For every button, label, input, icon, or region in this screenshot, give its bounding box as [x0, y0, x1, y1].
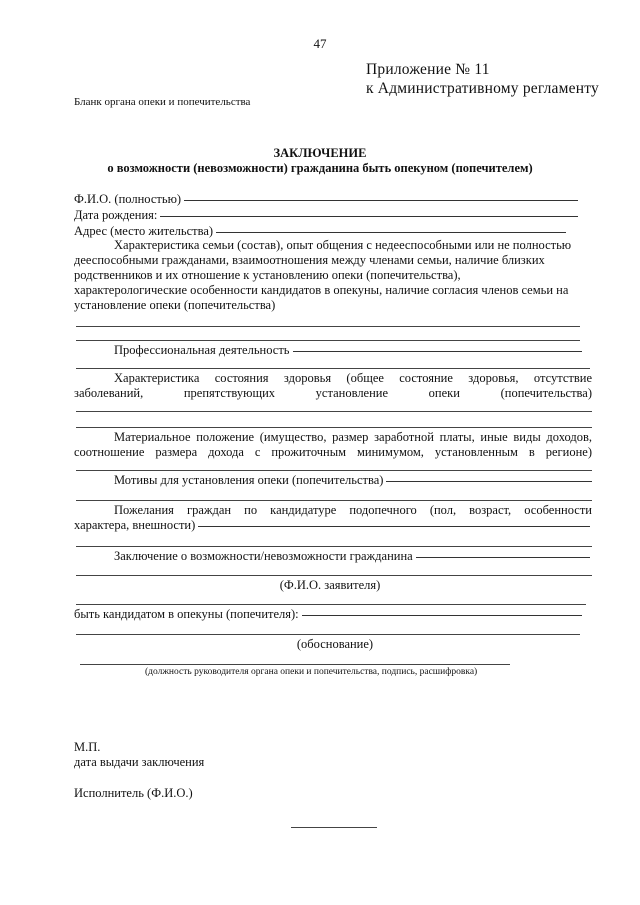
justification-line[interactable]: [76, 634, 580, 635]
family-blank-line-1[interactable]: [76, 326, 580, 327]
applicant-caption: (Ф.И.О. заявителя): [279, 578, 381, 592]
motives-blank-line[interactable]: [76, 500, 592, 501]
health-line-1: Характеристика состояния здоровья (общее состояние здоровья, отсутствие: [114, 371, 592, 385]
head-signature-line[interactable]: [80, 664, 510, 665]
health-blank-line-2[interactable]: [76, 427, 592, 428]
candidate-line[interactable]: [302, 614, 582, 616]
professional-label: Профессиональная деятельность: [114, 343, 290, 357]
document-title: [0, 146, 640, 176]
motives-label: Мотивы для установления опеки (попечительства): [114, 473, 384, 487]
conclusion-line[interactable]: [416, 556, 590, 558]
motives-line[interactable]: [386, 480, 592, 482]
motives-row: [114, 473, 592, 488]
family-line-2: дееспособными гражданами, взаимоотношения между членами семьи, наличие близких: [74, 253, 545, 267]
title-heading: ЗАКЛЮЧЕНИЕ: [273, 146, 367, 160]
family-line-5: установление опеки (попечительства): [74, 298, 276, 312]
health-line-2: заболеваний, препятствующих установление опеки (попечительства): [74, 386, 592, 400]
appendix-block: [366, 60, 599, 98]
fio-label: Ф.И.О. (полностью): [74, 192, 182, 206]
footer-divider: [291, 827, 377, 828]
professional-blank-line[interactable]: [76, 368, 590, 369]
stamp-label: М.П.: [74, 740, 101, 754]
professional-line[interactable]: [293, 350, 583, 352]
material-line-2: соотношение размера дохода с прожиточным минимумом, установленным в регионе): [74, 445, 592, 459]
appendix-line-2: к Административному регламенту: [366, 80, 599, 97]
wishes-line[interactable]: [198, 525, 590, 527]
executor-label: Исполнитель (Ф.И.О.): [74, 786, 193, 800]
family-line-4: характерологические особенности кандидатов в опекуны, наличие согласия членов семьи на: [74, 283, 569, 297]
family-line-3: родственников и их отношение к установлению опеки (попечительства),: [74, 268, 461, 282]
birth-date-line[interactable]: [160, 215, 578, 217]
wishes-row-2: [74, 518, 590, 533]
conclusion-label: Заключение о возможности/невозможности гражданина: [114, 549, 413, 563]
family-line-1: Характеристика семьи (состав), опыт общения с недееспособными или не полностью: [114, 238, 572, 252]
title-subheading: о возможности (невозможности) гражданина быть опекуном (попечителем): [107, 161, 533, 175]
address-row: [74, 224, 566, 239]
professional-row: [114, 343, 582, 358]
applicant-blank-line[interactable]: [76, 604, 586, 605]
material-blank-line[interactable]: [76, 470, 592, 471]
wishes-blank-line[interactable]: [76, 546, 592, 547]
family-blank-line-2[interactable]: [76, 340, 580, 341]
birth-date-label: Дата рождения:: [74, 208, 158, 222]
issue-date-label: дата выдачи заключения: [74, 755, 205, 769]
head-caption: (должность руководителя органа опеки и попечительства, подпись, расшифровка): [145, 667, 478, 677]
justification-caption: (обоснование): [296, 637, 374, 651]
appendix-line-1: Приложение № 11: [366, 61, 490, 78]
birth-date-row: [74, 208, 578, 223]
candidate-label: быть кандидатом в опекуны (попечителя):: [74, 607, 299, 621]
address-label: Адрес (место жительства): [74, 224, 214, 238]
candidate-row: [74, 607, 582, 622]
material-line-1: Материальное положение (имущество, размер заработной платы, иные виды доходов,: [114, 430, 592, 444]
fio-line[interactable]: [184, 199, 578, 201]
wishes-line-2: характера, внешности): [74, 518, 196, 532]
page-number: 47: [313, 36, 327, 51]
health-blank-line-1[interactable]: [76, 411, 592, 412]
conclusion-row: [114, 549, 590, 564]
fio-row: [74, 192, 578, 207]
wishes-line-1: Пожелания граждан по кандидатуре подопечного (пол, возраст, особенности: [114, 503, 592, 517]
blank-header: Бланк органа опеки и попечительства: [74, 96, 251, 108]
applicant-line[interactable]: [76, 575, 592, 576]
address-line[interactable]: [216, 231, 566, 233]
